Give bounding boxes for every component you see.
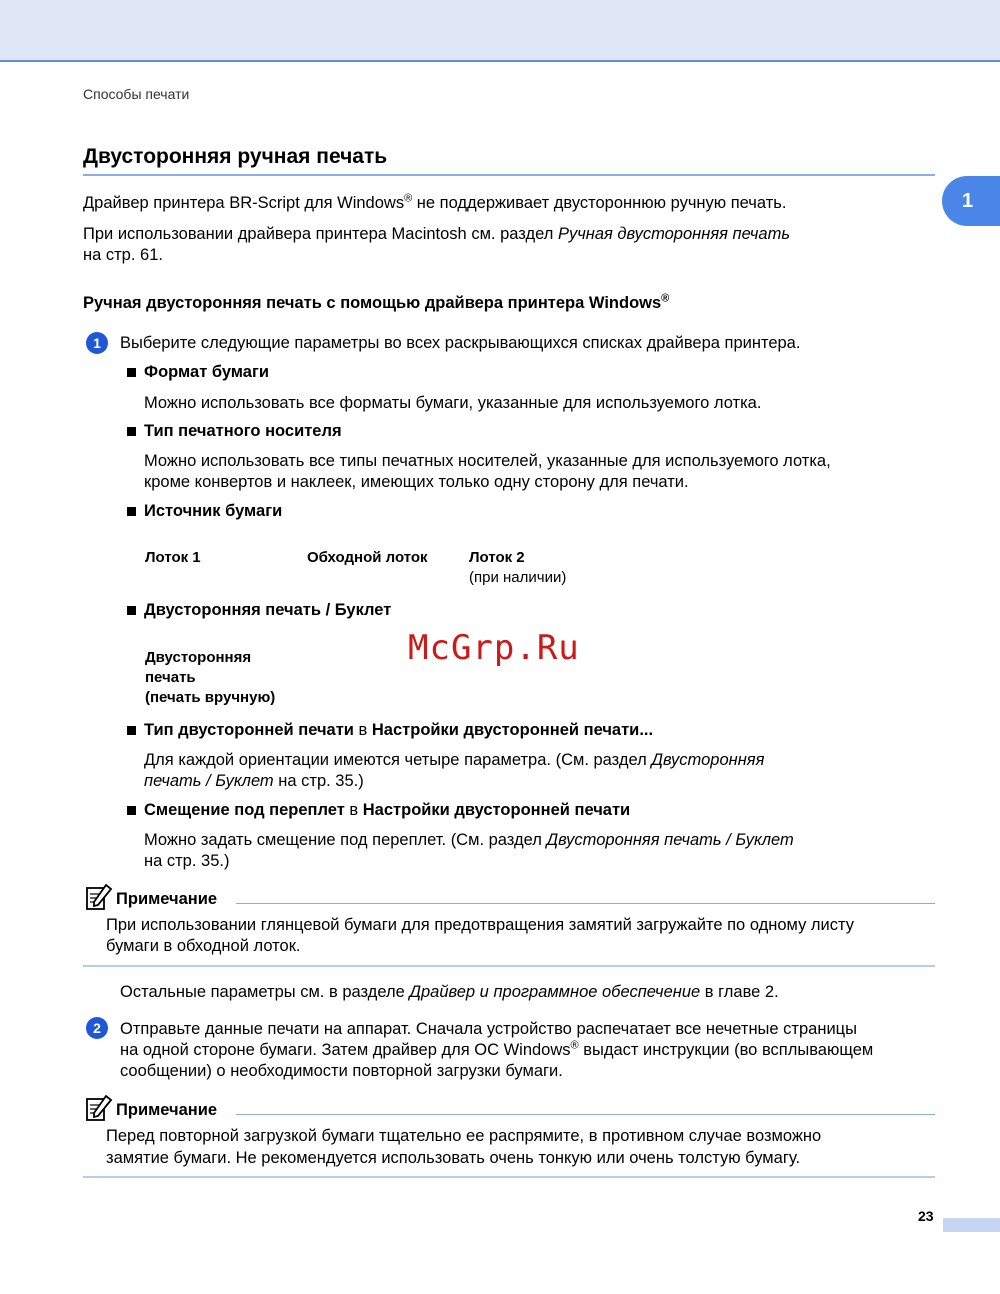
intro-paragraph-2 [83, 224, 923, 266]
duplex-booklet-link-part1[interactable]: Двусторонняя [651, 751, 765, 769]
subheading [83, 293, 669, 314]
item-paper-size-desc: Можно использовать все форматы бумаги, указанные для используемого лотка. [144, 394, 762, 412]
other-params-text-b: в главе 2. [700, 983, 779, 1001]
item-duplex-booklet-title: Двусторонняя печать / Буклет [144, 601, 392, 619]
note-2-line-1: Перед повторной загрузкой бумаги тщательно ее распрямите, в противном случае возможно [106, 1127, 822, 1145]
driver-software-link[interactable]: Драйвер и программное обеспечение [409, 983, 701, 1001]
step-2-text-b: выдаст инструкции (во всплывающем [578, 1041, 874, 1059]
source-option-tray2: Лоток 2 [469, 549, 525, 566]
item-media-type-desc-2: кроме конвертов и наклеек, имеющих только одну сторону для печати. [144, 473, 689, 491]
note-1-line-1: При использовании глянцевой бумаги для предотвращения замятий загружайте по одному листу [106, 916, 854, 934]
connector-text: в [353, 721, 372, 739]
note-icon [84, 883, 112, 911]
title-rule [83, 174, 935, 176]
step-1-text: Выберите следующие параметры во всех раскрывающихся списках драйвера принтера. [120, 334, 801, 352]
duplex-option-line-3: (печать вручную) [145, 689, 276, 706]
duplex-type-label: Тип двусторонней печати [144, 721, 354, 739]
note-1-line-2: бумаги в обходной лоток. [106, 937, 301, 955]
intro-2-text-a: При использовании драйвера принтера Macintosh см. раздел [83, 225, 558, 243]
source-option-tray1: Лоток 1 [145, 549, 201, 566]
binding-offset-label: Смещение под переплет [144, 801, 345, 819]
item-binding-offset-desc-1 [144, 830, 794, 851]
item-paper-size-title: Формат бумаги [144, 363, 269, 381]
duplex-booklet-link-part2[interactable]: печать / Буклет [144, 772, 274, 790]
running-head: Способы печати [83, 86, 190, 102]
other-params-paragraph [120, 982, 779, 1003]
step-1-badge: 1 [86, 332, 108, 354]
duplex-option-line-1: Двусторонняя [145, 649, 252, 666]
registered-mark: ® [570, 1039, 579, 1052]
duplex-type-desc-page: на стр. 35.) [273, 772, 364, 790]
step-2-text-a: на одной стороне бумаги. Затем драйвер для ОС Windows [120, 1041, 571, 1059]
duplex-booklet-link[interactable]: Двусторонняя печать / Буклет [546, 831, 794, 849]
duplex-type-desc-text: Для каждой ориентации имеются четыре параметра. (См. раздел [144, 751, 652, 769]
intro-1-text-a: Драйвер принтера BR-Script для Windows [83, 194, 405, 212]
registered-mark: ® [404, 192, 413, 205]
note-2-bottom-rule [83, 1176, 935, 1178]
manual-duplex-mac-link[interactable]: Ручная двусторонняя печать [557, 225, 791, 243]
item-media-type-desc-1: Можно использовать все типы печатных носителей, указанные для используемого лотка, [144, 452, 831, 470]
bullet-icon [127, 726, 136, 735]
item-binding-offset-desc-2: на стр. 35.) [144, 852, 230, 870]
item-duplex-type-desc-1 [144, 750, 764, 771]
other-params-text-a: Остальные параметры см. в разделе [120, 983, 410, 1001]
note-2-line-2: замятие бумаги. Не рекомендуется использовать очень тонкую или очень толстую бумагу. [106, 1149, 801, 1167]
note-1-label: Примечание [116, 890, 218, 908]
duplex-settings-label: Настройки двусторонней печати [362, 801, 631, 819]
bullet-icon [127, 606, 136, 615]
section-title: Двусторонняя ручная печать [83, 145, 388, 168]
intro-2-text-b: на стр. 61. [83, 246, 163, 264]
bullet-icon [127, 427, 136, 436]
note-2-label: Примечание [116, 1101, 218, 1119]
page-number: 23 [918, 1208, 934, 1224]
intro-1-text-b: не поддерживает двустороннюю ручную печать. [412, 194, 787, 212]
bullet-icon [127, 806, 136, 815]
duplex-settings-label: Настройки двусторонней печати... [371, 721, 654, 739]
bullet-icon [127, 368, 136, 377]
item-duplex-type-title [144, 720, 653, 741]
item-binding-offset-title [144, 800, 630, 821]
source-option-mp-tray: Обходной лоток [307, 549, 428, 566]
note-icon [84, 1094, 112, 1122]
step-2-line-1: Отправьте данные печати на аппарат. Сначала устройство распечатает все нечетные страницы [120, 1020, 857, 1038]
chapter-tab[interactable]: 1 [942, 176, 1000, 226]
note-2-rule [236, 1114, 935, 1115]
connector-text: в [344, 801, 363, 819]
step-2-line-3: сообщении) о необходимости повторной загрузки бумаги. [120, 1062, 563, 1080]
source-option-tray2-note: (при наличии) [469, 569, 567, 586]
intro-paragraph-1 [83, 193, 786, 214]
binding-offset-desc-text: Можно задать смещение под переплет. (См. раздел [144, 831, 547, 849]
note-1-rule [236, 903, 935, 904]
duplex-option-line-2: печать [145, 669, 196, 686]
subheading-text: Ручная двусторонняя печать с помощью драйвера принтера Windows [83, 294, 662, 312]
item-duplex-type-desc-2 [144, 771, 364, 792]
registered-mark: ® [661, 292, 670, 305]
step-2-badge: 2 [86, 1017, 108, 1039]
bullet-icon [127, 507, 136, 516]
item-media-type-title: Тип печатного носителя [144, 422, 342, 440]
step-2-line-2 [120, 1040, 873, 1061]
watermark: McGrp.Ru [408, 628, 580, 668]
top-banner [0, 0, 1000, 62]
note-1-bottom-rule [83, 965, 935, 967]
page-tab [943, 1218, 1000, 1232]
item-paper-source-title: Источник бумаги [144, 502, 283, 520]
